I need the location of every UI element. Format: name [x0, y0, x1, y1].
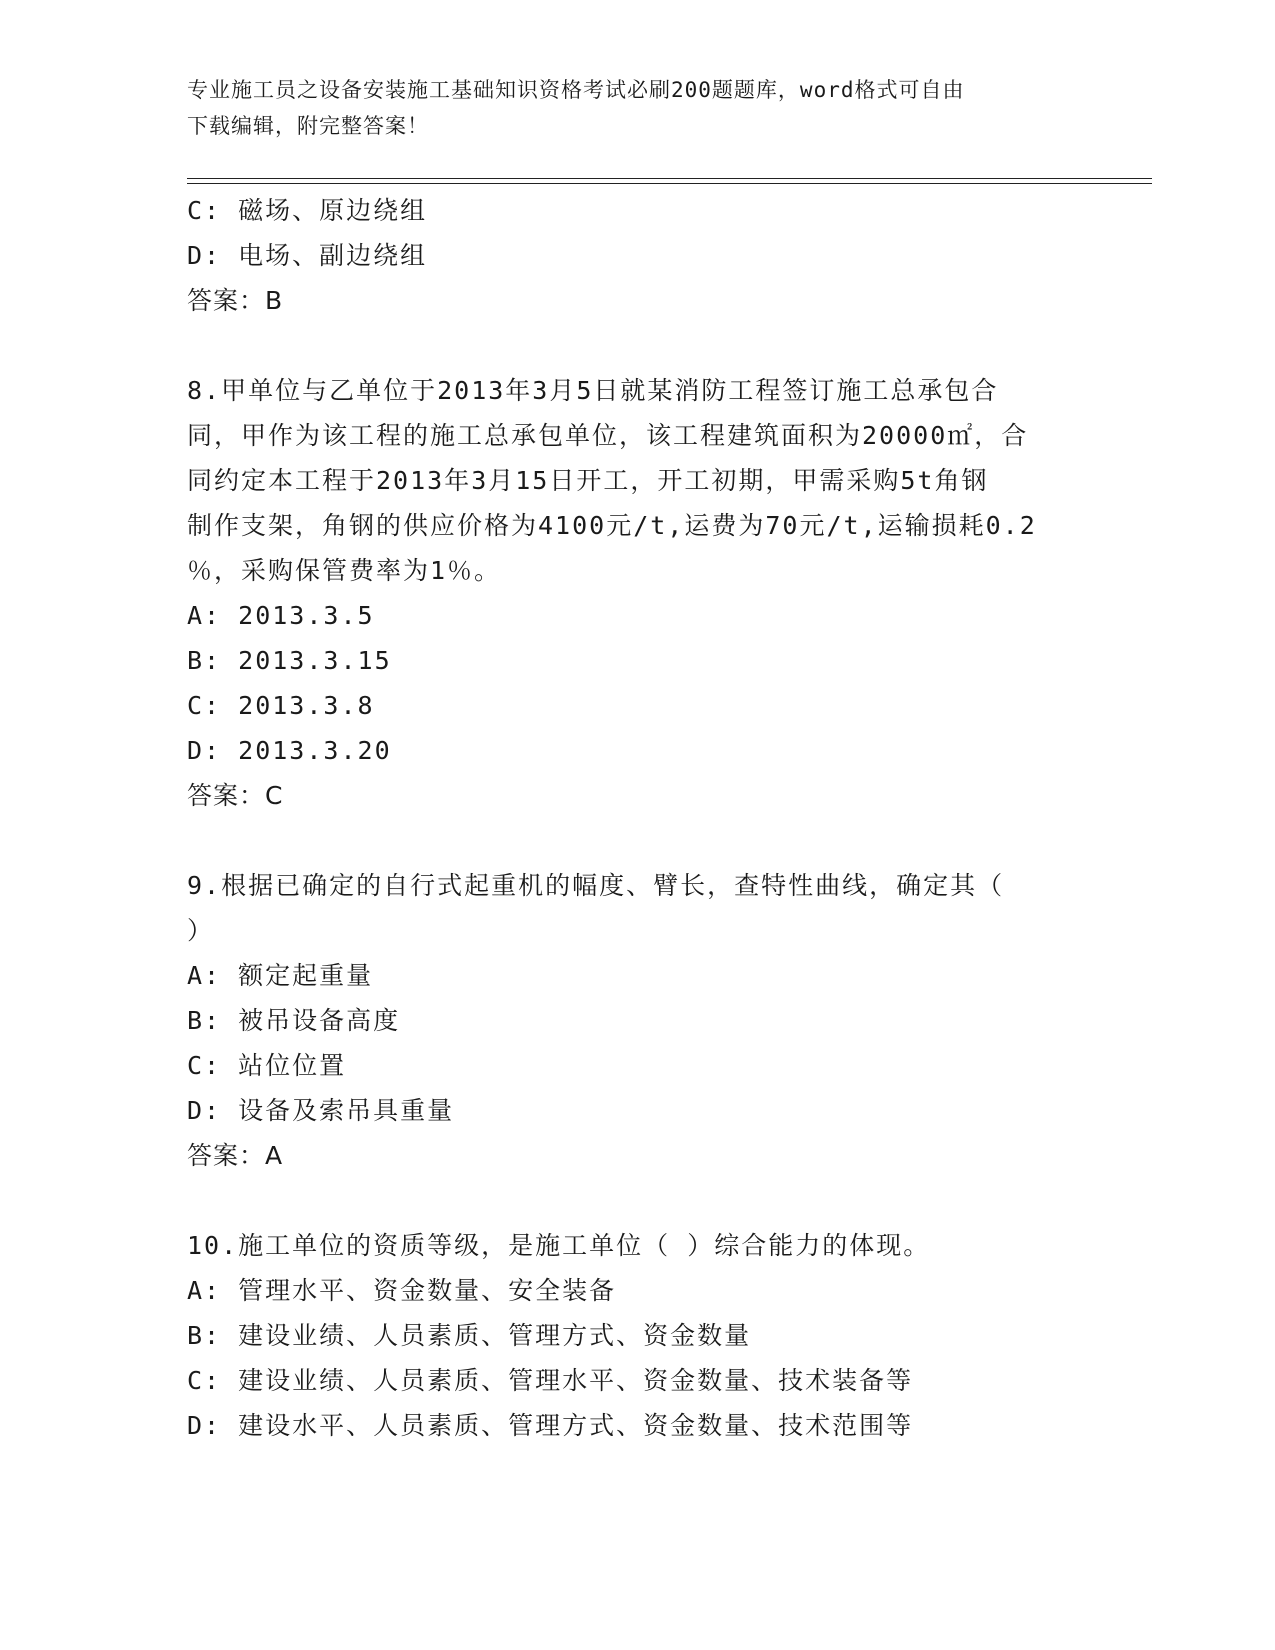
option-d: D: 电场、副边绕组	[187, 241, 428, 270]
option-d: D: 设备及索吊具重量	[187, 1096, 455, 1125]
option-a: A: 管理水平、资金数量、安全装备	[187, 1276, 617, 1305]
question-text-line: ）	[187, 916, 215, 945]
option-b: B: 2013.3.15	[187, 646, 392, 675]
question-text-line: 9.根据已确定的自行式起重机的幅度、臂长，查特性曲线，确定其（	[187, 871, 1005, 900]
question-text-line: 同，甲作为该工程的施工总承包单位，该工程建筑面积为20000㎡，合	[187, 421, 1029, 450]
answer: 答案：B	[187, 286, 284, 315]
option-b: B: 被吊设备高度	[187, 1006, 401, 1035]
answer: 答案：C	[187, 781, 284, 810]
question-8	[187, 368, 1087, 818]
spacer	[187, 818, 1087, 863]
question-text-line: 10.施工单位的资质等级，是施工单位（ ）综合能力的体现。	[187, 1231, 931, 1260]
question-list	[187, 188, 1087, 1448]
option-b: B: 建设业绩、人员素质、管理方式、资金数量	[187, 1321, 752, 1350]
question-text-line: 8.甲单位与乙单位于2013年3月5日就某消防工程签订施工总承包合	[187, 376, 999, 405]
document-header	[187, 72, 1087, 144]
header-divider-bottom	[187, 183, 1152, 184]
option-c: C: 建设业绩、人员素质、管理水平、资金数量、技术装备等	[187, 1366, 914, 1395]
header-line-1: 专业施工员之设备安装施工基础知识资格考试必刷200题题库，word格式可自由	[187, 78, 965, 102]
option-c: C: 磁场、原边绕组	[187, 196, 428, 225]
header-divider-top	[187, 178, 1152, 179]
question-text-line: 制作支架，角钢的供应价格为4100元/t,运费为70元/t,运输损耗0.2	[187, 511, 1037, 540]
question-9	[187, 863, 1087, 1178]
answer: 答案：A	[187, 1141, 284, 1170]
question-text-line: ％，采购保管费率为1％。	[187, 556, 502, 585]
option-c: C: 2013.3.8	[187, 691, 375, 720]
question-text-line: 同约定本工程于2013年3月15日开工，开工初期，甲需采购5t角钢	[187, 466, 989, 495]
option-d: D: 2013.3.20	[187, 736, 392, 765]
option-a: A: 额定起重量	[187, 961, 374, 990]
option-a: A: 2013.3.5	[187, 601, 375, 630]
option-c: C: 站位位置	[187, 1051, 347, 1080]
header-line-2: 下载编辑，附完整答案！	[187, 114, 429, 138]
spacer	[187, 323, 1087, 368]
question-10	[187, 1223, 1087, 1448]
option-d: D: 建设水平、人员素质、管理方式、资金数量、技术范围等	[187, 1411, 914, 1440]
spacer	[187, 1178, 1087, 1223]
question-7	[187, 188, 1087, 323]
